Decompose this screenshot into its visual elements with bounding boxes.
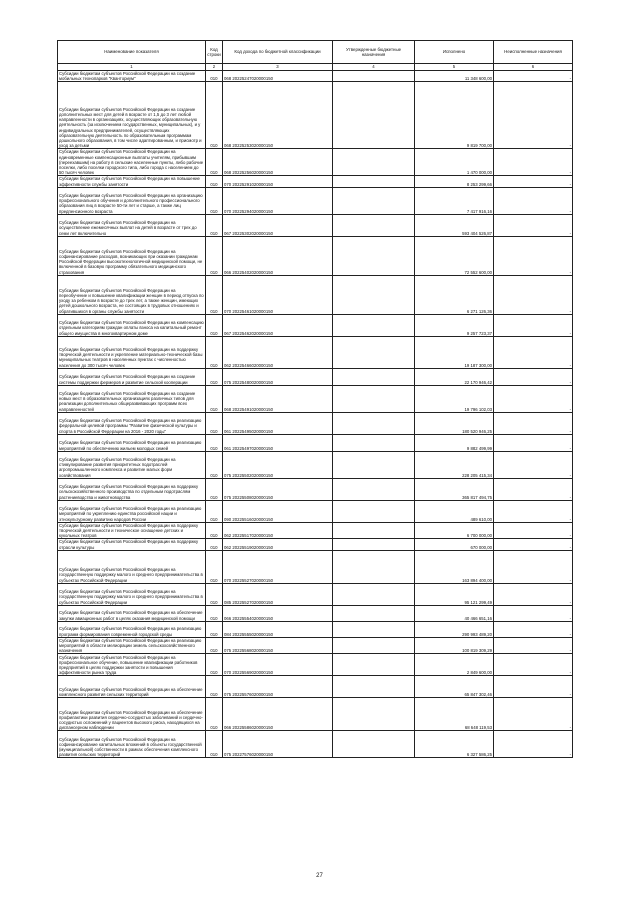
cell-kbk: 066 20225402020000150	[223, 236, 333, 275]
cell-remaining: -	[494, 539, 573, 550]
cell-name: Субсидии бюджетам субъектов Российской Федерации на создание мобильных технопарков "Кванториум"	[58, 71, 206, 82]
cell-remaining: -	[494, 522, 573, 539]
cell-kbk: 075 20225480020000150	[223, 368, 333, 385]
cell-remaining: -	[494, 71, 573, 82]
cell-approved	[333, 314, 415, 336]
cell-name: Субсидии бюджетам субъектов Российской Федерации на реализацию программ формирования современной городской среды	[58, 621, 206, 637]
cell-kbk: 066 20225554020000150	[223, 605, 333, 621]
cell-code: 010	[206, 731, 223, 758]
cell-code: 010	[206, 187, 223, 214]
column-number: 3	[223, 64, 333, 71]
cell-executed: 9 257 723,37	[415, 314, 494, 336]
cell-executed: 365 817 494,75	[415, 478, 494, 500]
table-row	[58, 368, 573, 385]
cell-executed: 9 882 499,99	[415, 434, 494, 451]
cell-executed: 6 700 000,00	[415, 522, 494, 539]
cell-kbk: 075 20225568020000150	[223, 637, 333, 654]
cell-code: 010	[206, 275, 223, 314]
table-row	[58, 522, 573, 539]
cell-code: 010	[206, 368, 223, 385]
column-number: 2	[206, 64, 223, 71]
cell-approved	[333, 176, 415, 187]
column-number: 1	[58, 64, 206, 71]
cell-remaining: -	[494, 187, 573, 214]
cell-remaining: -	[494, 214, 573, 236]
cell-name: Субсидии бюджетам субъектов Российской Федерации на софинансирование капитальных вложений в объекты государственной (муниципальной) собственности в рамках обеспечения комплексного развития сельских территорий	[58, 731, 206, 758]
table-row	[58, 654, 573, 676]
cell-remaining: -	[494, 478, 573, 500]
cell-name: Субсидии бюджетам субъектов Российской Федерации на обеспечение профилактики развития сердечно-сосудистых заболеваний и сердечно-сосудистых осложнений у пациентов высокого риска, находящихся на диспансерном наблюдении	[58, 698, 206, 731]
cell-kbk: 075 20225576020000150	[223, 676, 333, 698]
cell-kbk: 062 20225519020000150	[223, 539, 333, 550]
cell-approved	[333, 539, 415, 550]
column-number: 4	[333, 64, 415, 71]
cell-approved	[333, 621, 415, 637]
cell-executed: 163 894 400,00	[415, 550, 494, 583]
cell-approved	[333, 336, 415, 368]
cell-remaining: -	[494, 336, 573, 368]
cell-code: 010	[206, 676, 223, 698]
cell-executed: 8 253 299,66	[415, 176, 494, 187]
cell-approved	[333, 71, 415, 82]
cell-approved	[333, 583, 415, 605]
cell-remaining: -	[494, 176, 573, 187]
cell-approved	[333, 654, 415, 676]
cell-executed: 19 796 102,03	[415, 385, 494, 412]
cell-kbk: 068 20225253020000150	[223, 82, 333, 149]
cell-kbk: 067 20225462020000150	[223, 314, 333, 336]
table-row	[58, 71, 573, 82]
cell-name: Субсидии бюджетам субъектов Российской Федерации на единовременные компенсационные выплаты учителям, прибывшим (переехавшим) на работу в сельские населенные пункты, либо рабочие поселки, либо поселки городского типа, либо города с населением до 50 тысяч человек	[58, 149, 206, 176]
table-row	[58, 336, 573, 368]
cell-kbk: 070 20225461020000150	[223, 275, 333, 314]
cell-executed: 100 819 309,29	[415, 637, 494, 654]
cell-approved	[333, 412, 415, 434]
cell-executed: 11 348 600,00	[415, 71, 494, 82]
cell-kbk: 061 20225497020000150	[223, 434, 333, 451]
cell-approved	[333, 236, 415, 275]
cell-executed: 22 170 946,42	[415, 368, 494, 385]
cell-remaining: -	[494, 605, 573, 621]
cell-name: Субсидии бюджетам субъектов Российской Федерации на поддержку сельскохозяйственного производства по отдельным подотраслям растениеводства и животноводства	[58, 478, 206, 500]
cell-name: Субсидии бюджетам субъектов Российской Федерации на реализацию мероприятий в области мелиорации земель сельскохозяйственного назначения	[58, 637, 206, 654]
cell-approved	[333, 478, 415, 500]
cell-code: 010	[206, 637, 223, 654]
cell-name: Субсидии бюджетам субъектов Российской Федерации на создание системы поддержки фермеров и развитие сельской кооперации	[58, 368, 206, 385]
table-row	[58, 550, 573, 583]
cell-code: 010	[206, 385, 223, 412]
cell-approved	[333, 676, 415, 698]
cell-executed: 7 417 916,16	[415, 187, 494, 214]
cell-code: 010	[206, 550, 223, 583]
header-row	[58, 41, 573, 64]
header-kbk: Код дохода по бюджетной классификации	[223, 41, 333, 64]
table-row	[58, 385, 573, 412]
cell-remaining: -	[494, 731, 573, 758]
cell-approved	[333, 82, 415, 149]
table-row	[58, 676, 573, 698]
table-row	[58, 731, 573, 758]
cell-name: Субсидии бюджетам субъектов Российской Федерации на реализацию федеральной целевой программы "Развитие физической культуры и спорта в Российской Федерации на 2016 - 2020 годы"	[58, 412, 206, 434]
table-row	[58, 621, 573, 637]
table-row	[58, 236, 573, 275]
cell-code: 010	[206, 500, 223, 522]
table-row	[58, 500, 573, 522]
cell-code: 010	[206, 149, 223, 176]
cell-code: 010	[206, 451, 223, 478]
cell-executed: 6 327 586,25	[415, 731, 494, 758]
cell-executed: 593 404 526,87	[415, 214, 494, 236]
cell-name: Субсидии бюджетам субъектов Российской Федерации на создание дополнительных мест для детей в возрасте от 1,5 до 3 лет любой направленности в организациях, осуществляющих образовательную деятельность (за исключением государственных, муниципальных), и у индивидуальных предпринимателей, осуществляющих образовательную деятельность по образовательным программам дошкольного образования, в том числе адаптированным, и присмотр и уход за детьми	[58, 82, 206, 149]
cell-executed: 19 187 300,00	[415, 336, 494, 368]
table-row	[58, 214, 573, 236]
cell-name: Субсидии бюджетам субъектов Российской Федерации на компенсацию отдельным категориям граждан оплаты взноса на капитальный ремонт общего имущества в многоквартирном доме	[58, 314, 206, 336]
header-name: Наименование показателя	[58, 41, 206, 64]
cell-name: Субсидии бюджетам субъектов Российской Федерации на поддержку творческой деятельности и техническое оснащение детских и кукольных театров	[58, 522, 206, 539]
cell-executed: 489 610,00	[415, 500, 494, 522]
cell-remaining: -	[494, 275, 573, 314]
cell-executed: 290 993 489,20	[415, 621, 494, 637]
cell-code: 010	[206, 654, 223, 676]
cell-kbk: 068 20225247020000150	[223, 71, 333, 82]
cell-kbk: 070 20225294020000150	[223, 187, 333, 214]
cell-kbk: 062 20225466020000150	[223, 336, 333, 368]
table-row	[58, 412, 573, 434]
cell-name: Субсидии бюджетам субъектов Российской Федерации на реализацию мероприятий по обеспечению жильем молодых семей	[58, 434, 206, 451]
cell-code: 010	[206, 621, 223, 637]
cell-code: 010	[206, 176, 223, 187]
page-number: 27	[316, 873, 323, 879]
cell-approved	[333, 698, 415, 731]
cell-code: 010	[206, 314, 223, 336]
cell-remaining: -	[494, 550, 573, 583]
cell-remaining: -	[494, 698, 573, 731]
cell-approved	[333, 731, 415, 758]
cell-kbk: 066 20225586020000150	[223, 698, 333, 731]
cell-remaining: -	[494, 434, 573, 451]
table-row	[58, 149, 573, 176]
cell-executed: 180 520 946,25	[415, 412, 494, 434]
cell-kbk: 070 20225527020000150	[223, 550, 333, 583]
cell-code: 010	[206, 214, 223, 236]
cell-name: Субсидии бюджетам субъектов Российской Федерации на стимулирование развития приоритетных подотраслей агропромышленного комплекса и развитие малых форм хозяйствования	[58, 451, 206, 478]
cell-approved	[333, 385, 415, 412]
cell-name: Субсидии бюджетам субъектов Российской Федерации на осуществление ежемесячных выплат на детей в возрасте от трех до семи лет включительно	[58, 214, 206, 236]
cell-approved	[333, 434, 415, 451]
cell-name: Субсидии бюджетам субъектов Российской Федерации на профессиональное обучение, повышение квалификации работников предприятий в целях поддержки занятости и повышения эффективности рынка труда	[58, 654, 206, 676]
cell-approved	[333, 275, 415, 314]
header-executed: Исполнено	[415, 41, 494, 64]
cell-kbk: 068 20225491020000150	[223, 385, 333, 412]
cell-remaining: -	[494, 676, 573, 698]
cell-code: 010	[206, 412, 223, 434]
cell-remaining: -	[494, 621, 573, 637]
cell-approved	[333, 451, 415, 478]
cell-kbk: 075 20227576020000150	[223, 731, 333, 758]
cell-name: Субсидии бюджетам субъектов Российской Федерации на государственную поддержку малого и среднего предпринимательства в субъектах Российской Федерации	[58, 550, 206, 583]
table-row	[58, 82, 573, 149]
cell-kbk: 068 20225256020000150	[223, 149, 333, 176]
cell-executed: 95 121 299,49	[415, 583, 494, 605]
cell-code: 010	[206, 236, 223, 275]
cell-remaining: -	[494, 451, 573, 478]
cell-remaining: -	[494, 236, 573, 275]
cell-approved	[333, 605, 415, 621]
cell-name: Субсидии бюджетам субъектов Российской Федерации на создание новых мест в образовательных организациях различных типов для реализации дополнительных общеразвивающих программ всех направленностей	[58, 385, 206, 412]
cell-code: 010	[206, 698, 223, 731]
cell-name: Субсидии бюджетам субъектов Российской Федерации на софинансирование расходов, возникающих при оказании гражданам Российской Федерации высокотехнологичной медицинской помощи, не включенной в базовую программу обязательного медицинского страхования	[58, 236, 206, 275]
cell-code: 010	[206, 539, 223, 550]
table-row	[58, 637, 573, 654]
cell-code: 010	[206, 82, 223, 149]
cell-kbk: 085 20225527020000150	[223, 583, 333, 605]
header-remaining: Неисполненные назначения	[494, 41, 573, 64]
cell-kbk: 062 20225517020000150	[223, 522, 333, 539]
table-row	[58, 605, 573, 621]
cell-executed: 65 847 302,46	[415, 676, 494, 698]
cell-code: 010	[206, 522, 223, 539]
cell-kbk: 090 20225516020000150	[223, 500, 333, 522]
cell-kbk: 070 20225569020000150	[223, 654, 333, 676]
cell-name: Субсидии бюджетам субъектов Российской Федерации на обеспечение закупки авиационных работ в целях оказания медицинской помощи	[58, 605, 206, 621]
cell-remaining: -	[494, 412, 573, 434]
cell-executed: 6 271 126,36	[415, 275, 494, 314]
table-row	[58, 451, 573, 478]
cell-name: Субсидии бюджетам субъектов Российской Федерации на государственную поддержку малого и среднего предпринимательства в субъектах Российской Федерации	[58, 583, 206, 605]
cell-executed: 228 205 415,34	[415, 451, 494, 478]
table-row	[58, 583, 573, 605]
cell-name: Субсидии бюджетам субъектов Российской Федерации на поддержку творческой деятельности и укрепление материально-технической базы муниципальных театров в населенных пунктах с численностью населения до 300 тысяч человек	[58, 336, 206, 368]
table-row	[58, 314, 573, 336]
cell-name: Субсидии бюджетам субъектов Российской Федерации на переобучение и повышение квалификации женщин в период отпуска по уходу за ребенком в возрасте до трех лет, а также женщин, имеющих детей дошкольного возраста, не состоящих в трудовых отношениях и обратившихся в органы службы занятости	[58, 275, 206, 314]
cell-name: Субсидии бюджетам субъектов Российской Федерации на повышение эффективности службы занятости	[58, 176, 206, 187]
table-row	[58, 187, 573, 214]
cell-code: 010	[206, 478, 223, 500]
cell-remaining: -	[494, 654, 573, 676]
cell-executed: 1 470 000,00	[415, 149, 494, 176]
table-row	[58, 539, 573, 550]
table-row	[58, 478, 573, 500]
cell-approved	[333, 500, 415, 522]
cell-code: 010	[206, 583, 223, 605]
cell-approved	[333, 637, 415, 654]
cell-remaining: -	[494, 314, 573, 336]
cell-code: 010	[206, 434, 223, 451]
cell-code: 010	[206, 71, 223, 82]
cell-kbk: 067 20225302020000150	[223, 214, 333, 236]
cell-kbk: 070 20225291020000150	[223, 176, 333, 187]
cell-approved	[333, 214, 415, 236]
cell-name: Субсидии бюджетам субъектов Российской Федерации на обеспечение комплексного развития сельских территорий	[58, 676, 206, 698]
cell-approved	[333, 522, 415, 539]
cell-executed: 68 648 119,53	[415, 698, 494, 731]
table-row	[58, 698, 573, 731]
cell-remaining: -	[494, 368, 573, 385]
cell-executed: 2 849 600,00	[415, 654, 494, 676]
cell-remaining: -	[494, 583, 573, 605]
cell-remaining: -	[494, 637, 573, 654]
table-row	[58, 434, 573, 451]
cell-executed: 40 466 651,16	[415, 605, 494, 621]
cell-kbk: 061 20225495020000150	[223, 412, 333, 434]
cell-kbk: 075 20225502020000150	[223, 451, 333, 478]
cell-name: Субсидии бюджетам субъектов Российской Федерации на поддержку отрасли культуры	[58, 539, 206, 550]
cell-name: Субсидии бюджетам субъектов Российской Федерации на организацию профессионального обучения и дополнительного профессионального образования лиц в возрасте 50-ти лет и старше, а также лиц предпенсионного возраста	[58, 187, 206, 214]
table-row	[58, 176, 573, 187]
cell-remaining: -	[494, 385, 573, 412]
cell-name: Субсидии бюджетам субъектов Российской Федерации на реализацию мероприятий по укреплению единства российской нации и этнокультурному развитию народов России	[58, 500, 206, 522]
cell-approved	[333, 187, 415, 214]
header-code: Код строки	[206, 41, 223, 64]
cell-approved	[333, 149, 415, 176]
cell-executed: 9 819 700,00	[415, 82, 494, 149]
header-approved: Утвержденные бюджетные назначения	[333, 41, 415, 64]
column-number: 6	[494, 64, 573, 71]
column-number: 5	[415, 64, 494, 71]
cell-code: 010	[206, 336, 223, 368]
cell-approved	[333, 550, 415, 583]
cell-kbk: 075 20225508020000150	[223, 478, 333, 500]
cell-approved	[333, 368, 415, 385]
cell-kbk: 084 20225555020000150	[223, 621, 333, 637]
budget-execution-table	[57, 40, 573, 758]
cell-executed: 670 000,00	[415, 539, 494, 550]
cell-executed: 72 552 600,00	[415, 236, 494, 275]
cell-code: 010	[206, 605, 223, 621]
cell-remaining: -	[494, 500, 573, 522]
column-number-row	[58, 64, 573, 71]
cell-remaining: -	[494, 149, 573, 176]
table-row	[58, 275, 573, 314]
cell-remaining: -	[494, 82, 573, 149]
